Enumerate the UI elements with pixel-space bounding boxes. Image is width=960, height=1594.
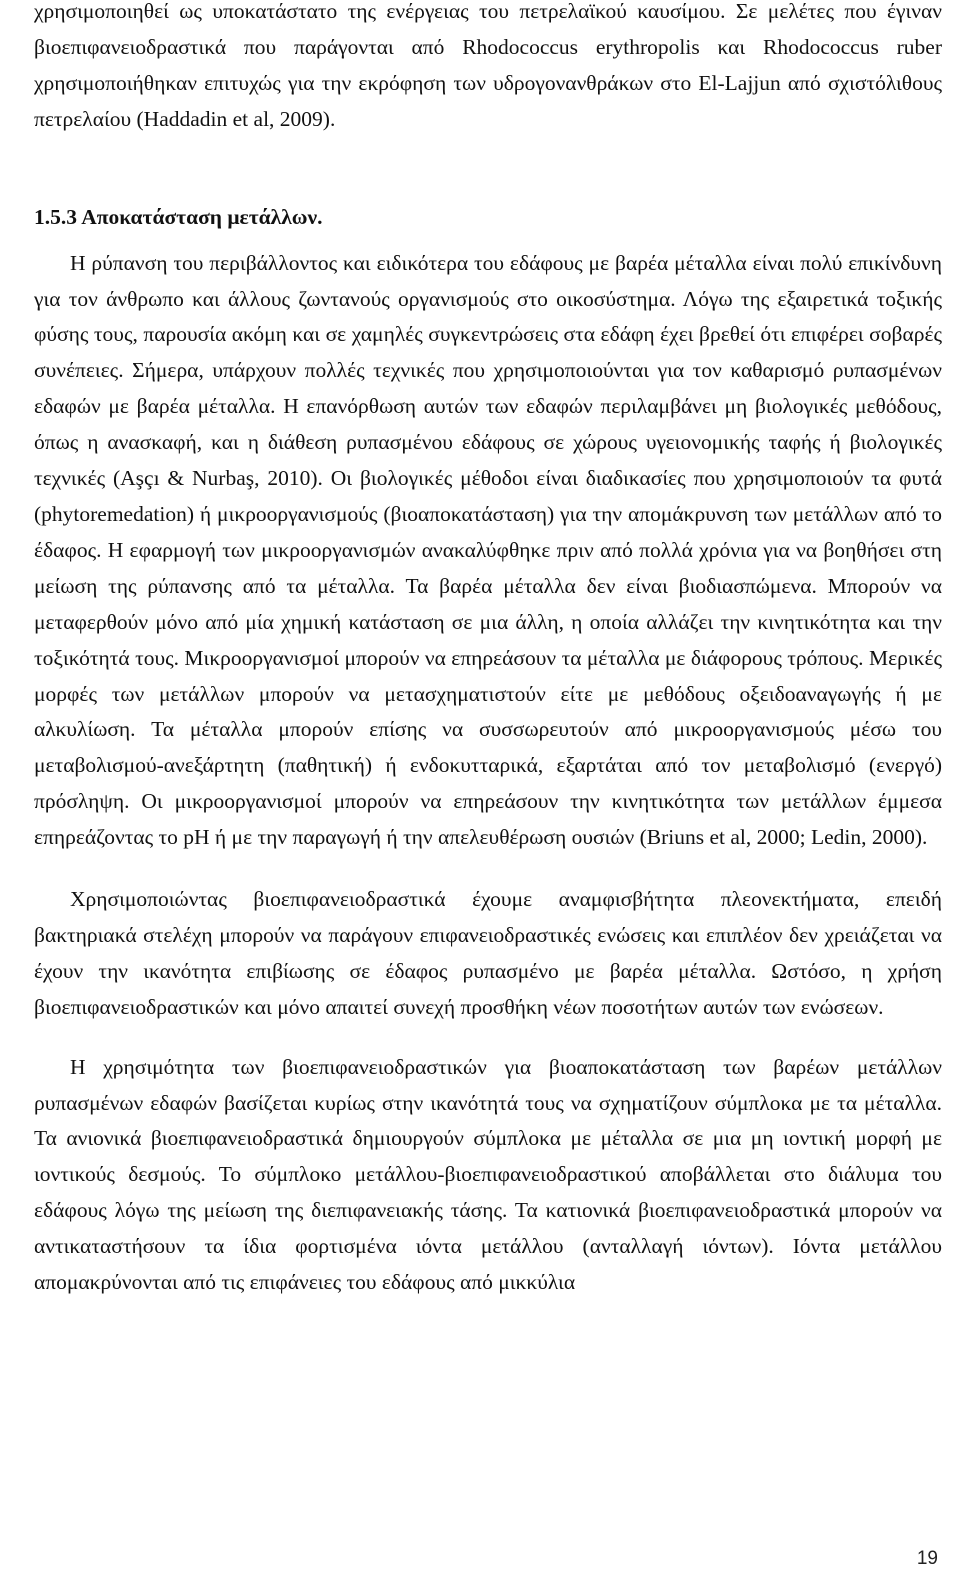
paragraph-biosurfactant-advantages: Χρησιμοποιώντας βιοεπιφανειοδραστικά έχουμε αναμφισβήτητα πλεονεκτήματα, επειδή βακτηριακά στελέχη μπορούν να παράγουν επιφανειοδραστικές ενώσεις και επιπλέον δεν χρειάζεται να έχουν την ικανότητα επιβίωσης σε έδαφος ρυπασμένο με βαρέα μέταλλα. Ωστόσο, η χρήση βιοεπιφανειοδραστικών και μόνο απαιτεί συνεχή προσθήκη νέων ποσοτήτων αυτών των ενώσεων. (34, 887, 942, 1019)
paragraph-top: χρησιμοποιηθεί ως υποκατάστατο της ενέργειας του πετρελαϊκού καυσίμου. Σε μελέτες που έγιναν βιοεπιφανειοδραστικά που παράγονται από Rhodococcus erythropolis και Rhodococcus ruber χρησιμοποιήθηκαν επιτυχώς για την εκρόφηση των υδρογονανθράκων στο El-Lajjun από σχιστόλιθους πετρελαίου (Haddadin et al, 2009). (34, 0, 942, 131)
document-page (34, 0, 942, 1301)
page-number: 19 (916, 1548, 938, 1569)
section-heading: 1.5.3 Αποκατάσταση μετάλλων. (34, 204, 323, 229)
paragraph-metal-remediation: Η ρύπανση του περιβάλλοντος και ειδικότερα του εδάφους με βαρέα μέταλλα είναι πολύ επικίνδυνη για τον άνθρωπο και άλλους ζωντανούς οργανισμούς στο οικοσύστημα. Λόγω της εξαιρετικά τοξικής φύσης τους, παρουσία ακόμη και σε χαμηλές συγκεντρώσεις στα εδάφη έχει βρεθεί ότι επιφέρει σοβαρές συνέπειες. Σήμερα, υπάρχουν πολλές τεχνικές που χρησιμοποιούνται για τον καθαρισμό ρυπασμένων εδαφών με βαρέα μέταλλα. Η επανόρθωση αυτών των εδαφών περιλαμβάνει μη βιολογικές μεθόδους, όπως η ανασκαφή, και η διάθεση ρυπασμένου εδάφους σε χώρους υγειονομικής ταφής ή βιολογικές τεχνικές (Aşçı & Nurbaş, 2010). Οι βιολογικές μέθοδοι είναι διαδικασίες που χρησιμοποιούν τα φυτά (phytoremedation) ή μικροοργανισμούς (βιοαποκατάσταση) για την απομάκρυνση των μετάλλων από το έδαφος. Η εφαρμογή των μικροοργανισμών ανακαλύφθηκε πριν από πολλά χρόνια για να βοηθήσει στη μείωση της ρύπανσης από τα μέταλλα. Τα βαρέα μέταλλα δεν είναι βιοδιασπώμενα. Μπορούν να μεταφερθούν μόνο από μία χημική κατάσταση σε μια άλλη, η οποία αλλάζει την κινητικότητα και την τοξικότητά τους. Μικροοργανισμοί μπορούν να επηρεάσουν τα μέταλλα με διάφορους τρόπους. Μερικές μορφές των μετάλλων μπορούν να μετασχηματιστούν είτε με μεθόδους οξειδοαναγωγής ή με αλκυλίωση. Τα μέταλλα μπορούν επίσης να συσσωρευτούν από μικροοργανισμούς μέσω του μεταβολισμού-ανεξάρτητη (παθητική) ή ενδοκυτταρικά, εξαρτάται από τον μεταβολισμό (ενεργό) πρόσληψη. Οι μικροοργανισμοί μπορούν να επηρεάσουν την κινητικότητα των μετάλλων έμμεσα επηρεάζοντας το pH ή με την παραγωγή ή την απελευθέρωση ουσιών (Briuns et al, 2000; Ledin, 2000). (34, 250, 942, 850)
paragraph-biosurfactant-utility: Η χρησιμότητα των βιοεπιφανειοδραστικών για βιοαποκατάσταση των βαρέων μετάλλων ρυπασμένων εδαφών βασίζεται κυρίως στην ικανότητά τους να σχηματίζουν σύμπλοκα με τα μέταλλα. Τα ανιονικά βιοεπιφανειοδραστικά δημιουργούν σύμπλοκα με μέταλλα σε μια μη ιοντική μορφή με ιοντικούς δεσμούς. Το σύμπλοκο μετάλλου-βιοεπιφανειοδραστικού αποβάλλεται στο διάλυμα του εδάφους λόγω της μείωση της διεπιφανειακής τάσης. Τα κατιονικά βιοεπιφανειοδραστικά μπορούν να αντικαταστήσουν τα ίδια φορτισμένα ιόντα μετάλλου (ανταλλαγή ιόντων). Ιόντα μετάλλου απομακρύνονται από τις επιφάνειες του εδάφους από μικκύλια (34, 1054, 942, 1295)
